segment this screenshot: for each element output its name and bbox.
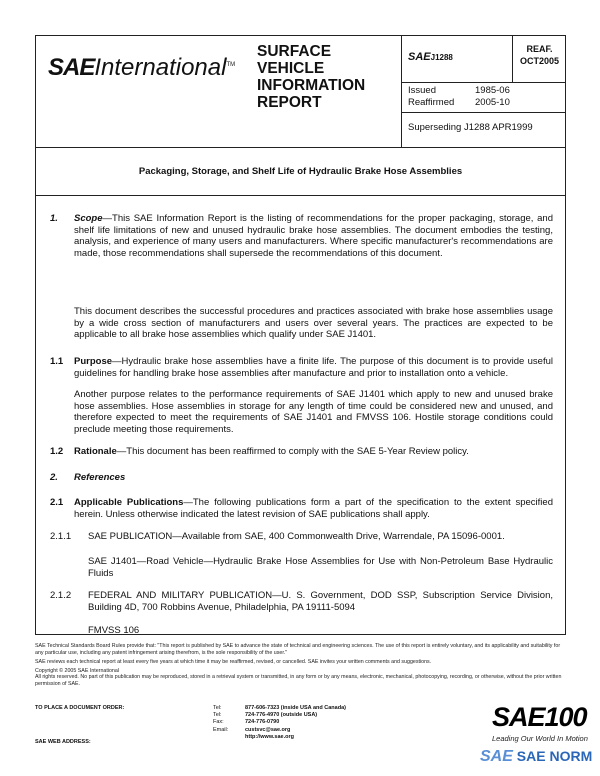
superseding: Superseding J1288 APR1999 xyxy=(408,122,533,133)
email-link[interactable]: custsvc@sae.org xyxy=(245,726,291,733)
tagline: Leading Our World In Motion xyxy=(492,734,588,743)
section-number: 2.1 xyxy=(50,497,64,508)
section-heading: Rationale xyxy=(74,446,117,457)
report-type xyxy=(257,43,365,111)
header-divider xyxy=(401,36,402,147)
report-type-line: REPORT xyxy=(257,94,322,111)
section-number: 1.1 xyxy=(50,356,64,367)
doc-number: J1288 xyxy=(430,53,453,62)
status-line: REAF. xyxy=(526,44,553,54)
section-rationale xyxy=(74,446,553,458)
section-number: 1. xyxy=(50,213,58,224)
contact-info xyxy=(213,705,346,741)
sae-publication: SAE PUBLICATION—Available from SAE, 400 Commonwealth Drive, Warrendale, PA 15096-0001. xyxy=(88,531,505,542)
logo-international: International xyxy=(94,54,227,81)
tel-label: Tel: xyxy=(213,705,222,711)
header-divider xyxy=(512,36,513,82)
document-number xyxy=(408,51,453,63)
order-label: TO PLACE A DOCUMENT ORDER: xyxy=(35,705,125,711)
section-references xyxy=(74,472,553,484)
tel-value: 724-776-4970 (outside USA) xyxy=(245,712,318,719)
section-number: 1.2 xyxy=(50,446,64,457)
section-number: 2. xyxy=(50,472,58,483)
section-text: —This document has been reaffirmed to comply with the SAE 5-Year Review policy. xyxy=(116,446,469,457)
document-frame xyxy=(35,35,566,635)
section-number: 2.1.1 xyxy=(50,531,72,542)
section-text: —This SAE Information Report is the listing of recommendations for the proper packaging, storage, and shelf life limitations of new and unused hydraulic brake hose assemblies. The document embodies the testing, analysis, and experience of many users and manufacturers. Where specific manufacturer's recommendations are made, those recommendations shall supersede the recommendations of this document. xyxy=(74,213,553,259)
status-line: OCT2005 xyxy=(519,56,560,66)
watermark-text: SAE NORM xyxy=(516,748,593,764)
footer-paragraph: SAE reviews each technical report at least every five years at which time it may be reaffirmed, revised, or cancelled. SAE invites your written comments and suggestions. xyxy=(35,658,432,665)
doc-prefix: SAE xyxy=(408,51,431,63)
section-paragraph: Another purpose relates to the performance requirements of SAE J1401 which apply to new and unused brake hose assemblies. Hose assemblies in storage for any length of time could be considered new and unused, and therefore expected to meet the requirements of SAE J1401 and FMVSS 106. Hostile storage conditions could preclude meeting those requirements. xyxy=(74,389,553,435)
footer-paragraph: All rights reserved. No part of this publication may be reproduced, stored in a retrieval system or transmitted, in any form or by any means, electronic, mechanical, photocopying, recording, or otherwise, without the prior written permission of SAE. xyxy=(35,674,562,687)
logo-sae: SAE xyxy=(48,54,95,81)
report-type-line: INFORMATION xyxy=(257,77,366,94)
issued-label: Issued xyxy=(408,85,436,96)
section-heading: Scope xyxy=(74,213,103,224)
section-paragraph: This document describes the successful procedures and practices associated with brake hose assemblies usage by a wide cross section of manufacturers and users over several years. The practices are expected to be applicable to all brake hose assemblies which qualify under SAE J1401. xyxy=(74,306,553,341)
tel-label: Tel: xyxy=(213,712,222,719)
email-label: Email: xyxy=(213,726,229,733)
sae-international-logo xyxy=(48,54,235,82)
tel-value: 877-606-7323 (inside USA and Canada) xyxy=(245,705,346,711)
sae100-logo: SAE100 xyxy=(492,702,587,732)
section-heading: Purpose xyxy=(74,356,113,367)
copyright: Copyright © 2005 SAE International xyxy=(35,667,119,674)
reaffirmed-value: 2005-10 xyxy=(475,97,510,108)
document-title: Packaging, Storage, and Shelf Life of Hydraulic Brake Hose Assemblies xyxy=(138,166,463,177)
reference-item: SAE J1401—Road Vehicle—Hydraulic Brake Hose Assemblies for Use with Non-Petroleum Base Hydraulic Fluids xyxy=(88,556,553,579)
watermark xyxy=(480,748,592,766)
web-link[interactable]: http://www.sae.org xyxy=(245,733,294,740)
section-heading: Applicable Publications xyxy=(74,497,184,508)
section-number: 2.1.2 xyxy=(50,590,72,601)
trademark-mark: TM xyxy=(226,62,236,68)
header-divider xyxy=(401,82,565,83)
federal-publication: FEDERAL AND MILITARY PUBLICATION—U. S. Government, DOD SSP, Subscription Service Division, Building 4D, 700 Robbins Avenue, Philadelphia, PA 19111-5094 xyxy=(88,590,553,613)
footer-paragraph: SAE Technical Standards Board Rules provide that: "This report is published by SAE to advance the state of technical and engineering sciences. The use of this report is entirely voluntary, and its applicability and suitability for any particular use, including any patent infringement arising therefrom, is the sole responsibility of the user." xyxy=(35,643,561,656)
fax-value: 724-776-0790 xyxy=(245,719,280,726)
header-divider xyxy=(401,112,565,113)
watermark-mark: SAE xyxy=(480,748,513,765)
web-label: SAE WEB ADDRESS: xyxy=(35,739,91,745)
section-text: —Hydraulic brake hose assemblies have a finite life. The purpose of this document is to provide useful guidelines for handling brake hose assemblies after manufacture and prior to installation onto a vehicle. xyxy=(74,356,553,379)
section-heading: References xyxy=(74,472,126,483)
fax-label: Fax: xyxy=(213,719,224,726)
reference-item: FMVSS 106 xyxy=(88,625,140,636)
title-divider xyxy=(36,195,565,196)
report-type-line: SURFACE xyxy=(257,43,332,60)
document-header xyxy=(36,36,565,148)
reaffirmed-label: Reaffirmed xyxy=(408,97,455,108)
section-applicable-publications xyxy=(74,497,553,520)
issue-dates xyxy=(408,85,510,109)
section-text: —The following publications form a part of the specification to the extent specified herein. Unless otherwise indicated the latest revision of SAE publications shall apply. xyxy=(74,497,553,520)
issued-value: 1985-06 xyxy=(475,85,510,96)
legal-footer xyxy=(35,643,566,690)
report-type-line: VEHICLE xyxy=(257,60,325,77)
section-scope xyxy=(74,213,553,259)
section-purpose xyxy=(74,356,553,379)
status-badge xyxy=(514,43,565,67)
